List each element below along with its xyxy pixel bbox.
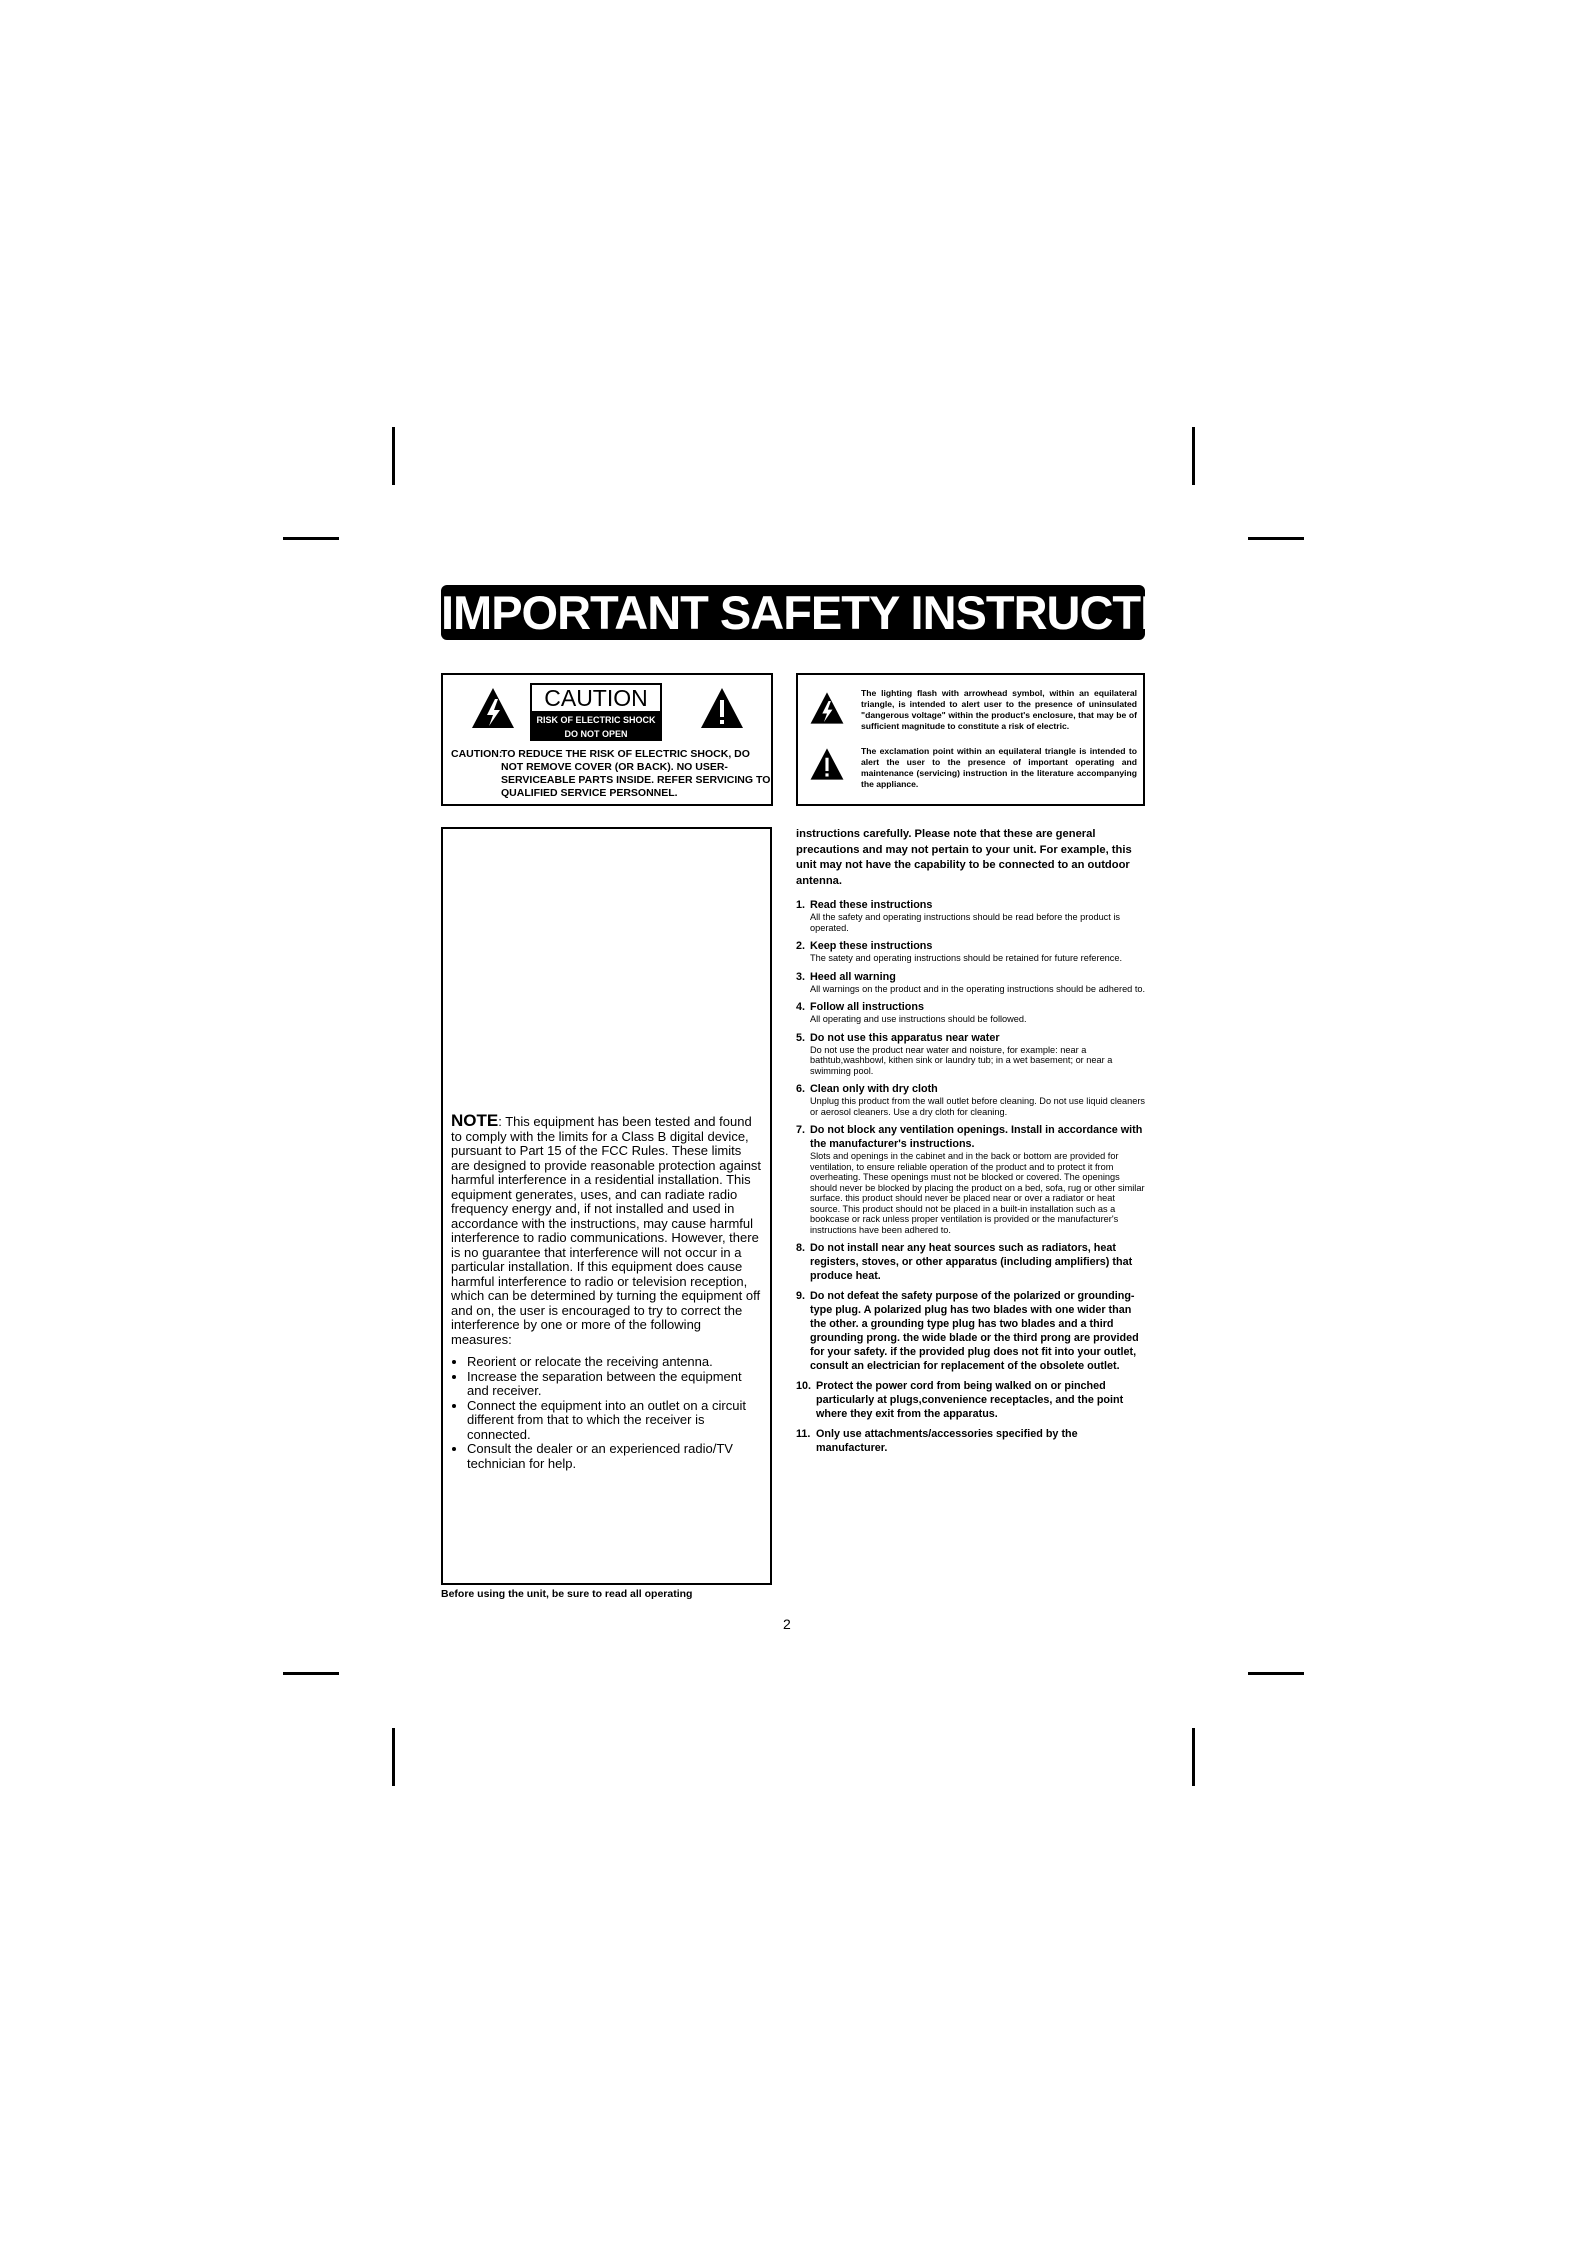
crop-mark (283, 1672, 339, 1675)
before-using-text: Before using the unit, be sure to read all operating (441, 1588, 693, 1600)
list-item (796, 898, 1146, 933)
caution-body: TO REDUCE THE RISK OF ELECTRIC SHOCK, DO NOT REMOVE COVER (OR BACK). NO USER-SERVICEABLE PARTS INSIDE. REFER SERVICING TO QUALIFIED SERVICE PERSONNEL. (501, 748, 771, 799)
item-number: 9. (796, 1290, 806, 1302)
item-title: Only use attachments/accessories specified by the manufacturer. (816, 1428, 1078, 1454)
list-item (796, 1082, 1146, 1117)
crop-mark (1248, 1672, 1304, 1675)
exclamation-warning-icon (809, 746, 845, 782)
list-item (796, 970, 1146, 995)
intro-paragraph: instructions carefully. Please note that these are general precautions and may not pertain to your unit. For example, this unit may not have the capability to be connected to an outdoor antenna. (796, 828, 1132, 887)
item-number: 10. (796, 1380, 812, 1392)
item-number: 11. (796, 1428, 811, 1440)
item-title: Do not defeat the safety purpose of the polarized or grounding-type plug. A polarized plug has two blades with one wider than the other. a grounding type plug has two blades and a third grounding prong. the wide blade or the third prong are provided for your safety. if the provided plug does not fit into your outlet, consult an electrician for replacement of the obsolete outlet. (810, 1290, 1139, 1372)
item-number: 2. (796, 940, 806, 952)
item-number: 4. (796, 1001, 806, 1013)
caution-label (530, 683, 662, 741)
list-item: • Connect the equipment into an outlet on a circuit different from that to which the receiver is connected. (467, 1399, 763, 1443)
fcc-note (451, 1111, 763, 1471)
crop-mark (392, 1728, 395, 1786)
item-number: 5. (796, 1031, 806, 1044)
item-number: 6. (796, 1083, 806, 1095)
note-text: : This equipment has been tested and found to comply with the limits for a Class B digital device, pursuant to Part 15 of the FCC Rules. These limits are designed to provide reasonable protection against harmful interference in a residential installation. This equipment generates, uses, and can radiate radio frequency energy and, if not installed and used in accordance with the instructions, may cause harmful interference to radio communications. However, there is no guarantee that interference will not occur in a particular installation. If this equipment does cause harmful interference to radio or television reception, which can be determined by turning the equipment off and on, the user is encouraged to try to correct the interference by one or more of the following measures: (451, 1114, 762, 1347)
list-item (796, 1289, 1146, 1373)
item-body: Do not use the product near water and noisture, for example: near a bathtub,washbowl, kithen sink or laundry tub; in a wet basement; or near a swimming pool. (810, 1044, 1113, 1076)
note-lead: NOTE (451, 1111, 499, 1130)
crop-mark (283, 537, 339, 540)
item-body: Unplug this product from the wall outlet before cleaning. Do not use liquid cleaners or aerosol cleaners. Use a dry cloth for cleaning. (810, 1096, 1146, 1117)
list-item (796, 1427, 1146, 1455)
lightning-warning-icon (809, 690, 845, 726)
list-item (796, 1031, 1146, 1077)
exclamation-explanation: The exclamation point within an equilateral triangle is intended to alert the user to the presence of important operating and maintenance (servicing) instruction in the literature accompanying the appliance. (861, 746, 1137, 789)
instructions-column (796, 827, 1146, 1461)
lightning-explanation: The lighting flash with arrowhead symbol, within an equilateral triangle, is intended to alert user to the presence of uninsulated "dangerous voltage" within the product's enclosure, that may be of sufficient magnitude to constitute a risk of electric. (861, 688, 1137, 731)
caution-text (451, 748, 771, 800)
exclamation-warning-icon (699, 686, 745, 730)
list-item (796, 1241, 1146, 1283)
item-body: All operating and use instructions should be followed. (810, 1014, 1027, 1024)
item-title: Do not block any ventilation openings. Install in accordance with the manufacturer's instructions. (810, 1124, 1143, 1150)
item-title: Read these instructions (810, 899, 933, 911)
list-item: • Increase the separation between the equipment and receiver. (467, 1370, 763, 1399)
item-body: The satety and operating instructions should be retained for future reference. (810, 953, 1123, 963)
item-title: Do not install near any heat sources such as radiators, heat registers, stoves, or other apparatus (including amplifiers) that produce heat. (810, 1242, 1133, 1282)
list-item: • Consult the dealer or an experienced radio/TV technician for help. (467, 1442, 763, 1471)
page-number: 2 (783, 1616, 791, 1632)
item-number: 1. (796, 899, 806, 911)
list-item (796, 939, 1146, 964)
caution-lead: CAUTION: (451, 748, 503, 760)
item-title: Protect the power cord from being walked on or pinched particularly at plugs,convenience receptacles, and the point where they exit from the apparatus. (816, 1380, 1124, 1420)
item-title: Clean only with dry cloth (810, 1083, 938, 1095)
crop-mark (392, 427, 395, 485)
crop-mark (1248, 537, 1304, 540)
list-item (796, 1000, 1146, 1025)
crop-mark (1192, 1728, 1195, 1786)
item-body: All warnings on the product and in the operating instructions should be adhered to. (810, 983, 1146, 994)
note-bullets (451, 1355, 763, 1471)
item-title: Keep these instructions (810, 940, 933, 952)
crop-mark (1192, 427, 1195, 485)
lightning-warning-icon (470, 686, 516, 730)
item-number: 3. (796, 970, 806, 983)
item-title: Heed all warning (810, 970, 896, 983)
caution-word: CAUTION (530, 683, 662, 713)
caution-sub-1: RISK OF ELECTRIC SHOCK (530, 713, 662, 727)
page-title: IMPORTANT SAFETY INSTRUCTIONS (441, 586, 1252, 639)
item-body: All the safety and operating instructions should be read before the product is operated. (810, 912, 1121, 933)
list-item: • Reorient or relocate the receiving antenna. (467, 1355, 763, 1370)
item-number: 7. (796, 1124, 806, 1136)
item-body: Slots and openings in the cabinet and in the back or bottom are provided for ventilation, to ensure reliable operation of the product and to protect it from overheating. These openings must not be blocked or covered. The openings should never be blocked by placing the product on a bed, sofa, rug or other similar surface. this product should never be placed near or over a radiator or heat source. This product should not be placed in a built-in installation such as a bookcase or rack unless proper ventilation is provided or the manufacturer's instructions have been adhered to. (810, 1151, 1145, 1235)
item-title: Do not use this apparatus near water (810, 1031, 1000, 1044)
item-number: 8. (796, 1242, 806, 1254)
list-item (796, 1123, 1146, 1235)
list-item (796, 1379, 1146, 1421)
item-title: Follow all instructions (810, 1001, 924, 1013)
caution-sub-2: DO NOT OPEN (530, 727, 662, 741)
